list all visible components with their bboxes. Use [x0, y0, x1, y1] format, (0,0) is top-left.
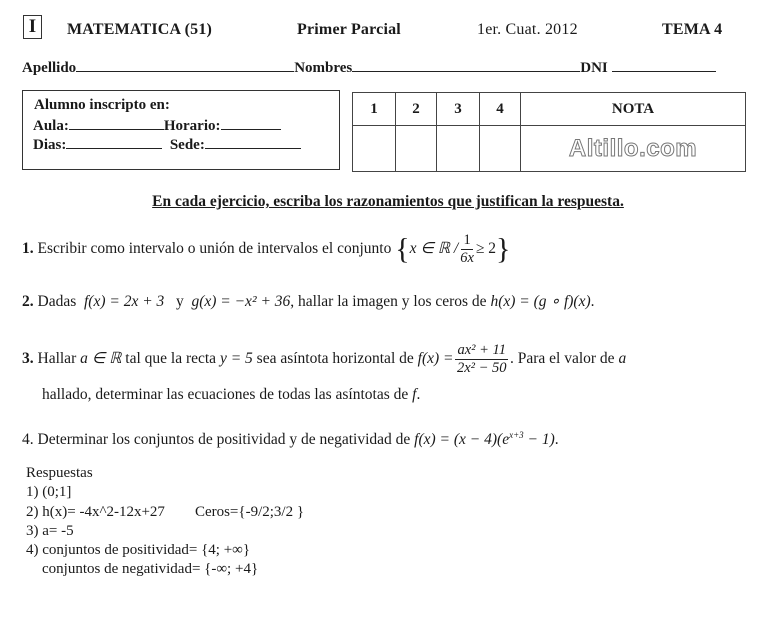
horario-field[interactable]	[221, 117, 281, 130]
aula-label: Aula:	[33, 118, 69, 134]
formula-f: f	[412, 386, 417, 403]
question-text: Determinar los conjuntos de positividad y de negatividad de	[37, 431, 411, 449]
set-condition: x ∈ ℝ /	[409, 240, 459, 258]
answer-4: 4) conjuntos de positividad= {4; +∞}	[26, 542, 251, 559]
nombres-field[interactable]	[352, 59, 580, 72]
fraction-numerator: 1	[463, 232, 471, 248]
tema-box	[23, 15, 42, 39]
brace-close: }	[496, 232, 511, 266]
question-2	[22, 292, 595, 311]
question-number: 4.	[22, 431, 34, 449]
fraction-numerator: ax² + 11	[457, 342, 506, 358]
horario-label: Horario:	[163, 118, 221, 134]
student-fields	[22, 59, 716, 77]
dias-field[interactable]	[66, 136, 162, 149]
question-number: 3.	[22, 350, 34, 368]
dni-field[interactable]	[612, 59, 716, 72]
sede-field[interactable]	[205, 136, 301, 149]
grade-cell-4[interactable]	[480, 126, 521, 172]
formula-exponent: x+3	[509, 430, 524, 440]
formula-f: f(x) = (x − 4)(e	[414, 431, 510, 449]
formula-f: f(x) =	[417, 350, 454, 368]
grade-header-1: 1	[353, 93, 396, 126]
question-text: hallado, determinar las ecuaciones de todas las asíntotas de	[42, 386, 409, 403]
aula-field[interactable]	[69, 117, 164, 130]
period: .	[416, 386, 421, 403]
inscription-title: Alumno inscripto en:	[34, 97, 170, 113]
question-text: tal que la recta	[125, 350, 217, 368]
answer-1: 1) (0;1]	[26, 484, 72, 501]
formula-f-end: − 1)	[523, 431, 555, 449]
formula-a: a ∈ ℝ	[80, 350, 122, 368]
exam-name: Primer Parcial	[297, 21, 401, 38]
fraction-denominator: 2x² − 50	[456, 360, 507, 376]
question-text: Dadas	[37, 293, 77, 310]
question-3-line-2	[42, 386, 420, 404]
question-number: 2.	[22, 293, 34, 310]
grade-header-4: 4	[480, 93, 521, 126]
question-number: 1.	[22, 240, 34, 258]
dias-label: Dias:	[33, 137, 67, 153]
tema-box-label: I	[28, 16, 37, 37]
formula-y: y = 5	[219, 350, 253, 368]
formula-a: a	[618, 350, 627, 368]
question-text: . Para el valor de	[509, 350, 615, 368]
question-text: y	[175, 293, 184, 310]
nombres-label: Nombres	[294, 60, 353, 76]
question-text: Hallar	[37, 350, 77, 368]
question-text: , hallar la imagen y los ceros de	[290, 293, 487, 310]
formula-g: g(x) = −x² + 36	[191, 293, 291, 310]
question-4	[22, 430, 559, 449]
period: .	[554, 431, 559, 449]
dias-row	[33, 136, 301, 154]
answer-2-formula: 2) h(x)= -4x^2-12x+27	[26, 503, 165, 520]
grade-cell-nota[interactable]	[521, 126, 746, 172]
question-1	[22, 232, 510, 267]
grade-cell-3[interactable]	[437, 126, 480, 172]
brace-open: {	[395, 232, 410, 266]
fraction-denominator: 6x	[460, 250, 474, 266]
grade-cell-1[interactable]	[353, 126, 396, 172]
question-text: Escribir como intervalo o unión de intervalos el conjunto	[37, 240, 392, 258]
apellido-field[interactable]	[76, 59, 294, 72]
sede-label: Sede:	[169, 137, 205, 153]
dni-label: DNI	[580, 60, 608, 76]
answer-4-negative: conjuntos de negatividad= {-∞; +4}	[42, 561, 259, 578]
fraction	[460, 232, 474, 267]
apellido-label: Apellido	[22, 60, 77, 76]
grade-table	[352, 92, 746, 172]
answer-2	[26, 503, 304, 522]
aula-row	[33, 117, 281, 135]
term: 1er. Cuat. 2012	[477, 21, 578, 38]
answer-3: 3) a= -5	[26, 522, 74, 539]
answers-title: Respuestas	[26, 465, 93, 481]
set-inequality: ≥ 2	[475, 240, 497, 258]
period: .	[590, 293, 595, 310]
course-title: MATEMATICA (51)	[67, 21, 213, 38]
formula-f: f(x) = 2x + 3	[84, 293, 165, 310]
question-text: sea asíntota horizontal de	[256, 350, 414, 368]
question-3	[22, 342, 626, 377]
instruction: En cada ejercicio, escriba los razonamientos que justifican la respuesta.	[152, 193, 624, 210]
grade-header-nota: NOTA	[521, 93, 746, 126]
watermark-logo: Altillo.com	[568, 134, 698, 162]
answers	[26, 464, 304, 580]
tema-label: TEMA 4	[662, 21, 723, 38]
fraction	[455, 342, 508, 377]
grade-header-2: 2	[396, 93, 437, 126]
answer-2-zeros: Ceros={-9/2;3/2 }	[194, 503, 305, 520]
grade-cell-2[interactable]	[396, 126, 437, 172]
formula-h: h(x) = (g ∘ f)(x)	[490, 293, 591, 310]
grade-header-3: 3	[437, 93, 480, 126]
